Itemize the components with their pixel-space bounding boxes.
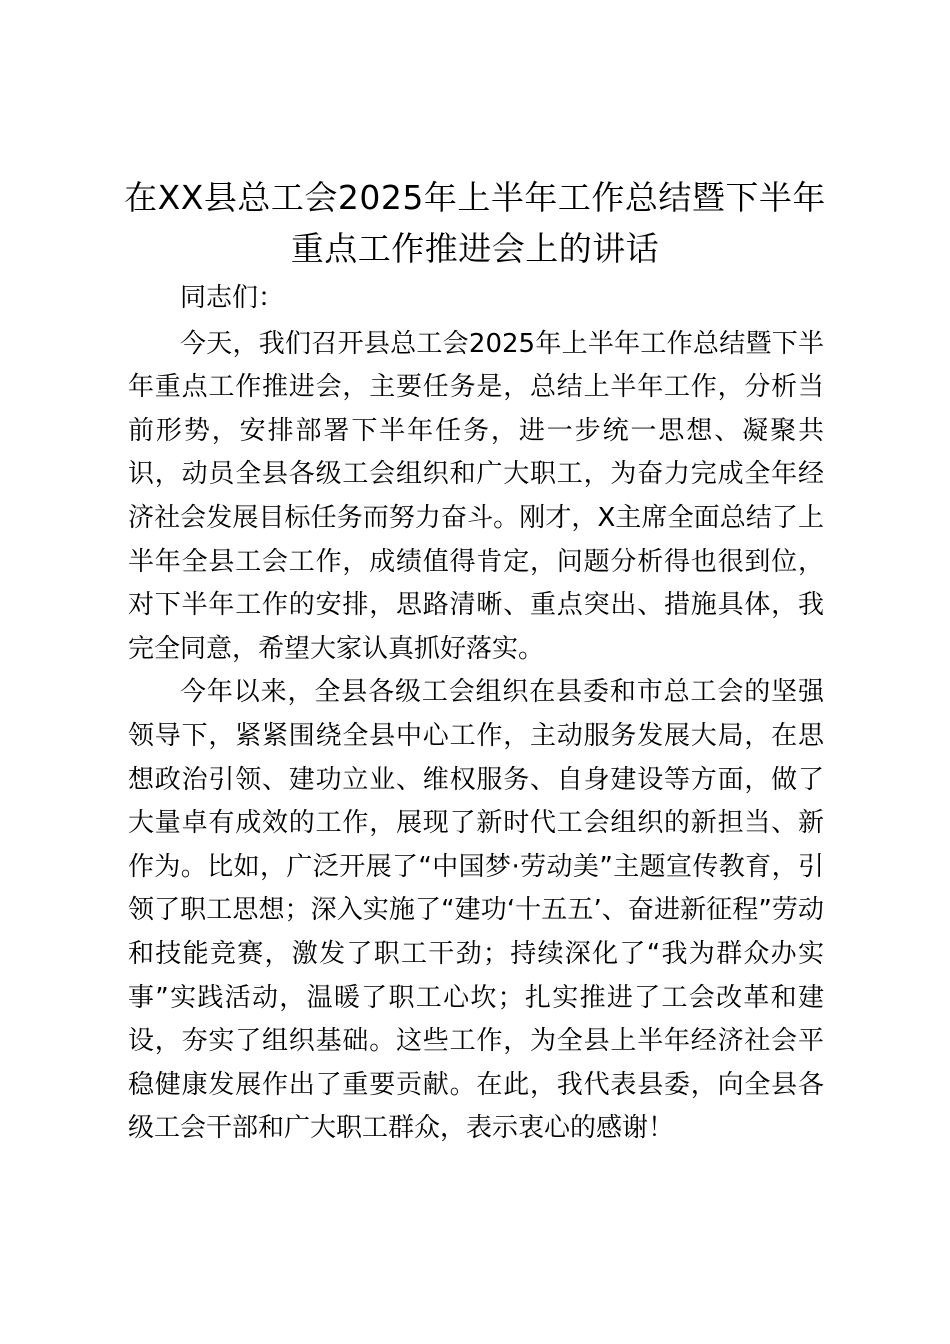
document-title: 在XX县总工会2025年上半年工作总结暨下半年重点工作推进会上的讲话 — [124, 178, 826, 268]
document-body — [128, 277, 824, 1151]
paragraph-opening: 今天，我们召开县总工会2025年上半年工作总结暨下半年重点工作推进会，主要任务是，总结上半年工作，分析当前形势，安排部署下半年任务，进一步统一思想、凝聚共识，动员全县各级工会组织和广大职工，为奋力完成全年经济社会发展目标任务而努力奋斗。刚才，X主席全面总结了上半年全县工会工作，成绩值得肯定，问题分析得也很到位，对下半年工作的安排，思路清晰、重点突出、措施具体，我完全同意，希望大家认真抓好落实。 — [128, 328, 824, 664]
salutation: 同志们： — [180, 283, 285, 313]
paragraph-achievements: 今年以来，全县各级工会组织在县委和市总工会的坚强领导下，紧紧围绕全县中心工作，主动服务发展大局，在思想政治引领、建功立业、维权服务、自身建设等方面，做了大量卓有成效的工作，展现了新时代工会组织的新担当、新作为。比如，广泛开展了“中国梦·劳动美”主题宣传教育，引领了职工思想；深入实施了“建功‘十五五’、奋进新征程”劳动和技能竞赛，激发了职工干劲；持续深化了“我为群众办实事”实践活动，温暖了职工心坎；扎实推进了工会改革和建设，夯实了组织基础。这些工作，为全县上半年经济社会平稳健康发展作出了重要贡献。在此，我代表县委，向全县各级工会干部和广大职工群众，表示衷心的感谢！ — [128, 677, 824, 1144]
